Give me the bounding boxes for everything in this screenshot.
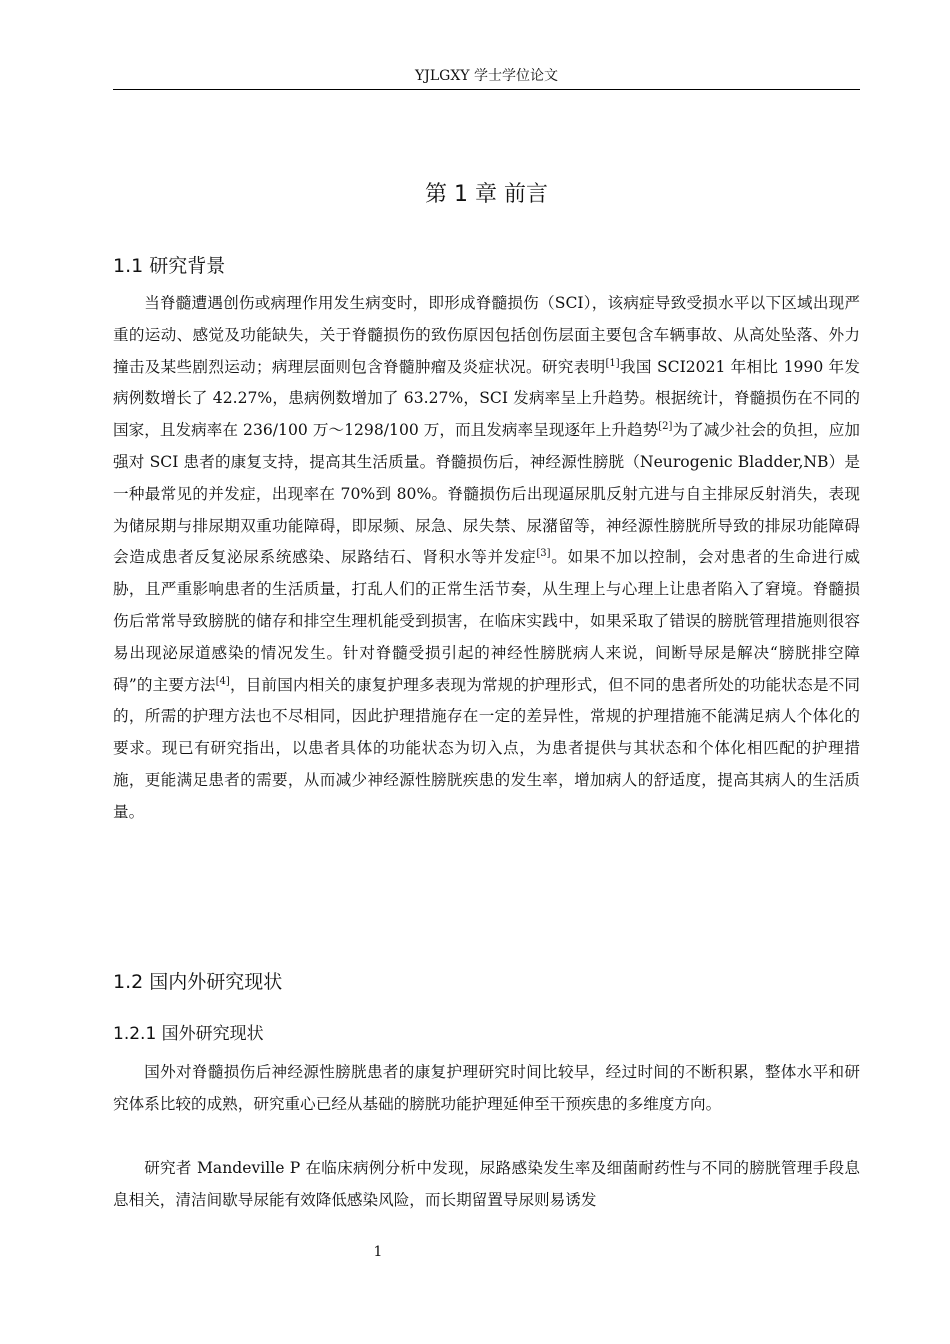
body-paragraph: 研究者 Mandeville P 在临床病例分析中发现，尿路感染发生率及细菌耐药性与不同的膀胱管理手段息息相关，清洁间歇导尿能有效降低感染风险，而长期留置导尿则易诱发 bbox=[113, 1159, 860, 1209]
header-rule bbox=[113, 89, 860, 90]
paragraph-text: 。如果不加以控制，会对患者的生命进行威胁，且严重影响患者的生活质量，打乱人们的正常生活节奏，从生理上与心理上让患者陷入了窘境。脊髓损伤后常常导致膀胱的储存和排空生理机能受到损害，在临床实践中，如果采取了错误的膀胱管理措施则很容易出现泌尿道感染的情况发生。针对脊髓受损引起的神经性膀胱病人来说，间断导尿是解决“膀胱排空障碍”的主要方法 bbox=[113, 548, 860, 694]
paragraph-text: 为了减少社会的负担，应加强对 SCI 患者的康复支持，提高其生活质量。脊髓损伤后，神经源性膀胱（Neurogenic Bladder,NB）是一种最常见的并发症，出现率在 70%到 80%。脊髓损伤后出现逼尿肌反射亢进与自主排尿反射消失，表现为储尿期与排尿期双重功能障碍，即尿频、尿急、尿失禁、尿潴留等，神经源性膀胱所导致的排尿功能障碍会造成患者反复泌尿系统感染、尿路结石、肾积水等并发症 bbox=[113, 421, 860, 567]
body-paragraph bbox=[113, 288, 860, 829]
citation-ref: [3] bbox=[536, 548, 551, 560]
citation-ref: [2] bbox=[658, 421, 673, 432]
citation-ref: [1] bbox=[605, 357, 620, 369]
page-number: 1 bbox=[373, 1244, 383, 1260]
citation-ref: [4] bbox=[215, 675, 230, 687]
section-heading-1-1: 1.1 研究背景 bbox=[113, 255, 226, 277]
paragraph-text: ，目前国内相关的康复护理多表现为常规的护理形式，但不同的患者所处的功能状态是不同的，所需的护理方法也不尽相同，因此护理措施存在一定的差异性，常规的护理措施不能满足病人个体化的要求。现已有研究指出，以患者具体的功能状态为切入点，为患者提供与其状态和个体化相匹配的护理措施，更能满足患者的需要，从而减少神经源性膀胱疾患的发生率，增加病人的舒适度，提高其病人的生活质量。 bbox=[113, 675, 860, 821]
running-header: YJLGXY 学士学位论文 bbox=[415, 68, 558, 84]
section-heading-1-2: 1.2 国内外研究现状 bbox=[113, 971, 283, 993]
chapter-title: 第 1 章 前言 bbox=[425, 182, 548, 207]
body-paragraph: 国外对脊髓损伤后神经源性膀胱患者的康复护理研究时间比较早，经过时间的不断积累，整体水平和研究体系比较的成熟，研究重心已经从基础的膀胱功能护理延伸至干预疾患的多维度方向。 bbox=[113, 1063, 860, 1113]
subsection-heading-1-2-1: 1.2.1 国外研究现状 bbox=[113, 1024, 264, 1044]
paragraph-text: 我国 SCI2021 年相比 1990 年发病例数增长了 42.27%，患病例数增加了 63.27%，SCI 发病率呈上升趋势。根据统计，脊髓损伤在不同的国家，且发病率在 236/100 万～1298/100 万，而且发病率呈现逐年上升趋势 bbox=[113, 357, 860, 440]
paragraph-text: 当脊髓遭遇创伤或病理作用发生病变时，即形成脊髓损伤（SCI），该病症导致受损水平以下区域出现严重的运动、感觉及功能缺失，关于脊髓损伤的致伤原因包括创伤层面主要包含车辆事故、从高处坠落、外力撞击及某些剧烈运动；病理层面则包含脊髓肿瘤及炎症状况。研究表明 bbox=[113, 294, 860, 376]
